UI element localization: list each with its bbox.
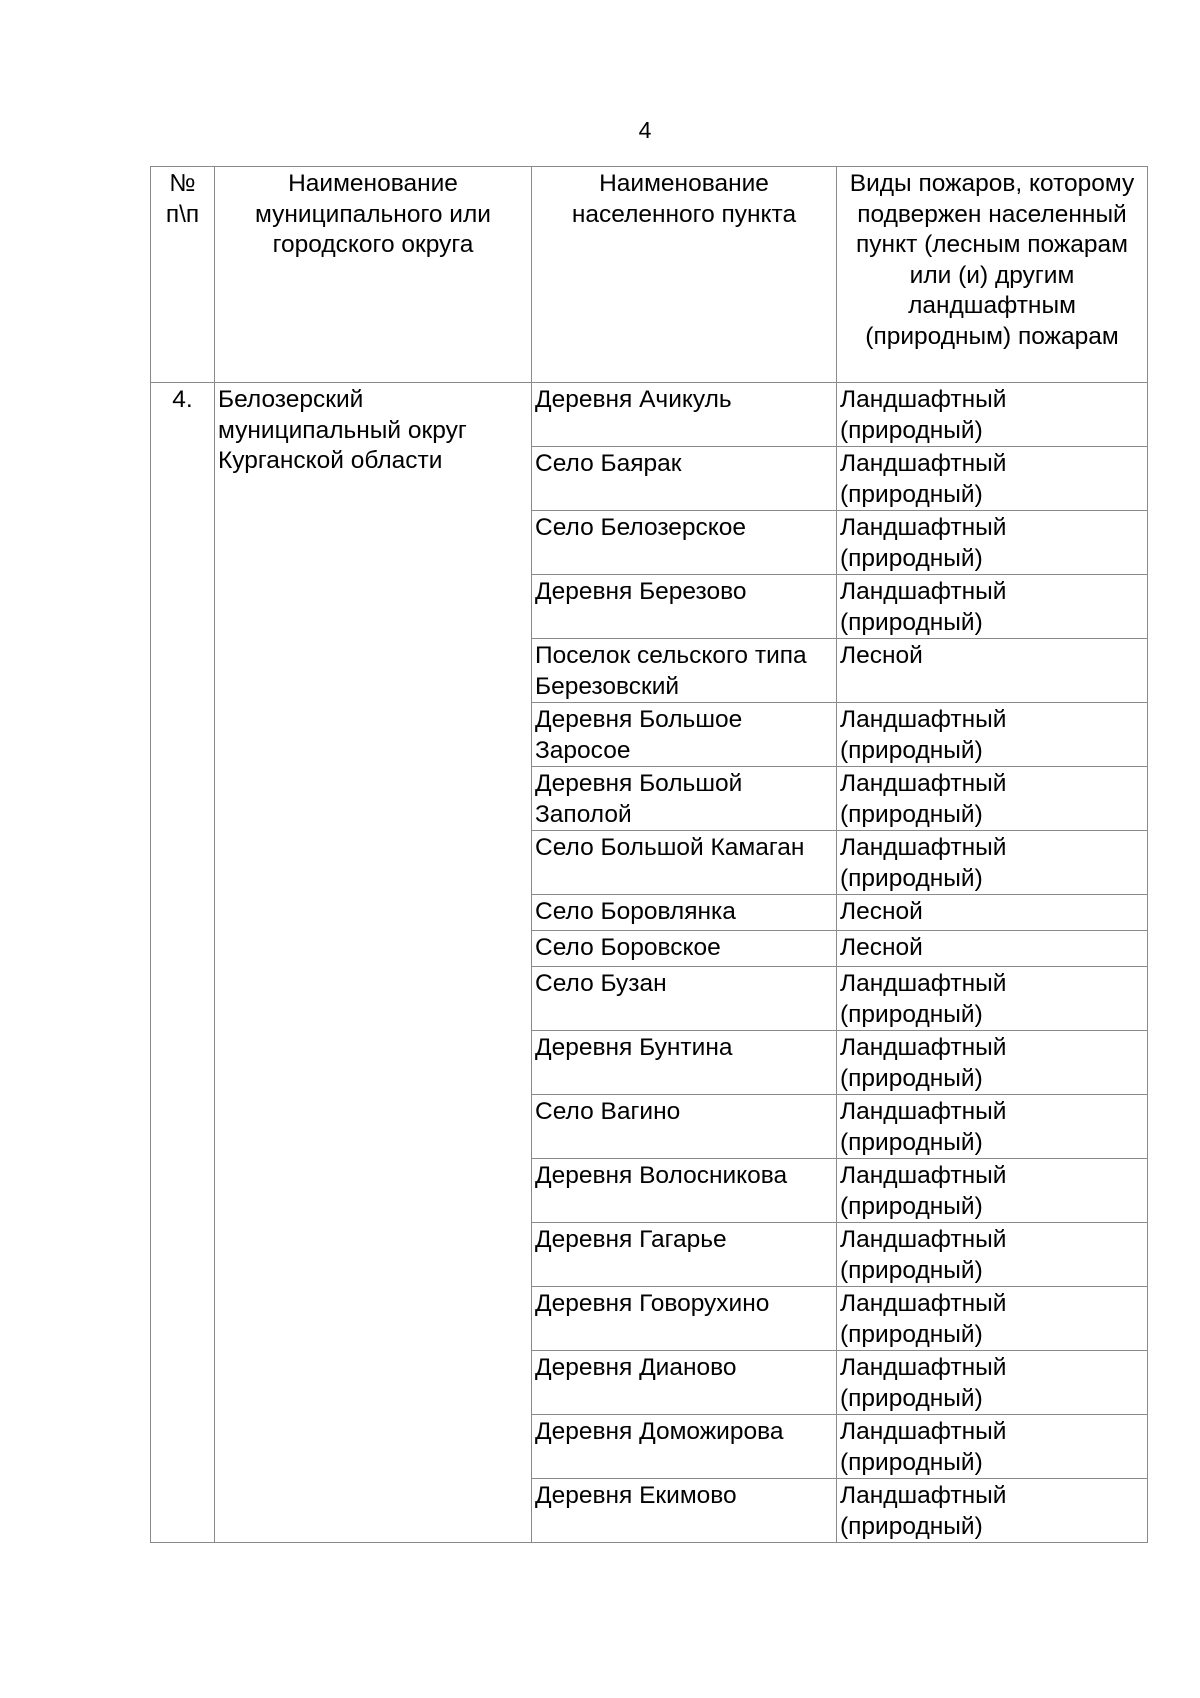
row-number: 4. [151,383,215,1543]
settlement-name: Село Боровлянка [532,895,837,931]
fire-type: Ландшафтный (природный) [837,703,1148,767]
fire-type: Лесной [837,895,1148,931]
settlement-name: Деревня Большой Заполой [532,767,837,831]
settlement-name: Село Боровское [532,931,837,967]
fire-type: Лесной [837,639,1148,703]
settlement-name: Деревня Волосникова [532,1159,837,1223]
settlement-name: Село Баярак [532,447,837,511]
header-fire-type: Виды пожаров, которому подвержен населенный пункт (лесным пожарам или (и) другим ландшафтным (природным) пожарам [837,167,1148,383]
district-name: Белозерский муниципальный округ Курганской области [215,383,532,1543]
settlement-name: Деревня Екимово [532,1479,837,1543]
settlement-name: Село Бузан [532,967,837,1031]
fire-type: Ландшафтный (природный) [837,575,1148,639]
settlement-name: Деревня Дианово [532,1351,837,1415]
settlement-name: Деревня Говорухино [532,1287,837,1351]
fire-type: Лесной [837,931,1148,967]
fire-type: Ландшафтный (природный) [837,511,1148,575]
fire-type: Ландшафтный (природный) [837,383,1148,447]
fire-type: Ландшафтный (природный) [837,831,1148,895]
settlement-name: Деревня Бунтина [532,1031,837,1095]
fire-type: Ландшафтный (природный) [837,1223,1148,1287]
fire-type: Ландшафтный (природный) [837,767,1148,831]
fire-type: Ландшафтный (природный) [837,1415,1148,1479]
fire-type: Ландшафтный (природный) [837,1479,1148,1543]
settlement-name: Деревня Гагарье [532,1223,837,1287]
page-number: 4 [638,117,652,143]
settlement-name: Село Вагино [532,1095,837,1159]
fire-type: Ландшафтный (природный) [837,1351,1148,1415]
fire-type: Ландшафтный (природный) [837,967,1148,1031]
table-row [151,383,1148,447]
table-header-row [151,167,1148,383]
settlement-name: Село Белозерское [532,511,837,575]
fire-type: Ландшафтный (природный) [837,1287,1148,1351]
settlement-name: Деревня Доможирова [532,1415,837,1479]
settlement-name: Деревня Большое Заросое [532,703,837,767]
fire-type: Ландшафтный (природный) [837,447,1148,511]
fire-type: Ландшафтный (природный) [837,1159,1148,1223]
fire-type: Ландшафтный (природный) [837,1031,1148,1095]
settlement-name: Село Большой Камаган [532,831,837,895]
fire-type: Ландшафтный (природный) [837,1095,1148,1159]
fire-risk-table [150,166,1148,1543]
header-settlement: Наименование населенного пункта [532,167,837,383]
header-district: Наименование муниципального или городского округа [215,167,532,383]
settlement-name: Деревня Ачикуль [532,383,837,447]
settlement-name: Деревня Березово [532,575,837,639]
settlement-name: Поселок сельского типа Березовский [532,639,837,703]
header-number: № п\п [151,167,215,383]
